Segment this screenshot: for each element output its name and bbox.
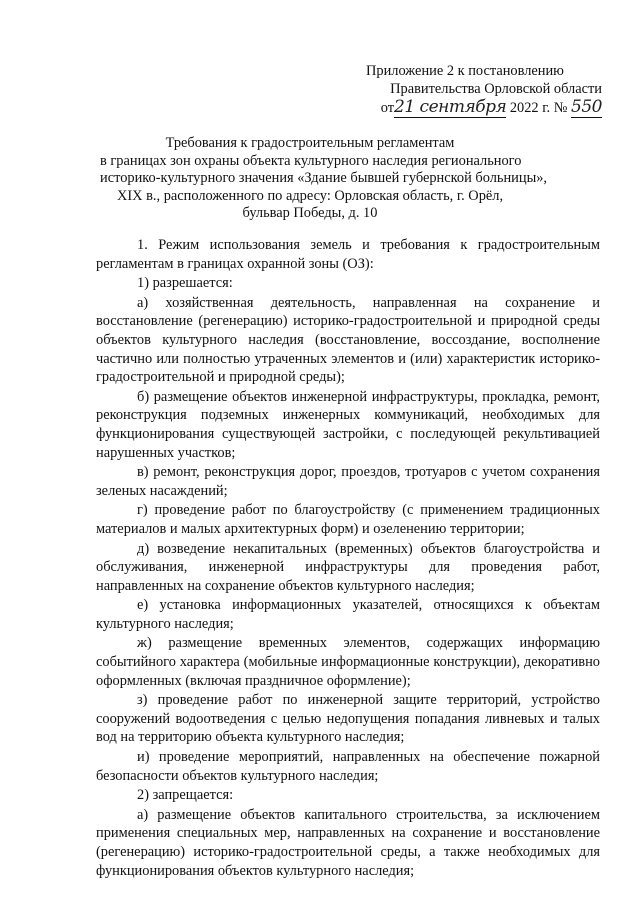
title-line: XIX в., расположенного по адресу: Орловская область, г. Орёл,	[116, 187, 504, 204]
paragraph: и) проведение мероприятий, направленных на обеспечение пожарной безопасности объектов культурного наследия;	[96, 749, 600, 784]
paragraph: ж) размещение временных элементов, содержащих информацию событийного характера (мобильные информационные конструкции), декоративно оформленных (включая праздничное оформление);	[96, 635, 600, 689]
title-line: Требования к градостроительным регламентам	[165, 135, 455, 151]
title-line: бульвар Победы, д. 10	[242, 205, 378, 222]
paragraph: в) ремонт, реконструкция дорог, проездов, тротуаров с учетом сохранения зеленых насаждений;	[96, 464, 600, 499]
title-line: историко-культурного значения «Здание бывшей губернской больницы»,	[100, 170, 548, 187]
appendix-header	[340, 62, 602, 118]
paragraph: е) установка информационных указателей, относящихся к объектам культурного наследия;	[96, 597, 600, 632]
paragraph: а) хозяйственная деятельность, направленная на сохранение и восстановление (регенерацию) историко-градостроительной и природной среды объектов культурного наследия (восстановление, воссоздание, восполнение частично или полностью утраченных элементов и (или) характеристик историко-градостроительной и природной среды);	[96, 294, 600, 386]
handwritten-number: 550	[571, 97, 602, 117]
paragraph: 2) запрещается:	[137, 787, 234, 804]
appendix-line-2: Правительства Орловской области	[390, 81, 602, 97]
paragraph: 1. Режим использования земель и требования к градостроительным регламентам в границах охранной зоны (ОЗ):	[96, 237, 600, 272]
paragraph: г) проведение работ по благоустройству (с применением традиционных материалов и малых архитектурных форм) и озеленению территории;	[96, 502, 600, 537]
paragraph: 1) разрешается:	[137, 275, 233, 292]
appendix-line-1: Приложение 2 к постановлению	[366, 63, 564, 79]
document-title	[100, 135, 548, 223]
date-year: 2022 г. №	[509, 100, 568, 116]
title-line: в границах зон охраны объекта культурного наследия регионального	[100, 152, 522, 169]
number-blank	[571, 98, 602, 118]
paragraph: б) размещение объектов инженерной инфраструктуры, прокладка, ремонт, реконструкция подземных инженерных коммуникаций, необходимых для функционирования существующей застройки, с последующей рекультивацией нарушенных участков;	[96, 388, 600, 461]
date-blank	[394, 98, 506, 118]
document-body	[96, 236, 600, 881]
paragraph: а) размещение объектов капитального строительства, за исключением применения специальных мер, направленных на сохранение и восстановление (регенерацию) историко-градостроительной среды, а также необходимых для функционирования объектов культурного наследия;	[96, 806, 600, 879]
paragraph: з) проведение работ по инженерной защите территорий, устройство сооружений водоотведения с целью недопущения попадания ливневых и талых вод на территорию объекта культурного наследия;	[96, 692, 600, 746]
handwritten-date: 21 сентября	[394, 97, 507, 117]
appendix-date-line	[340, 98, 602, 118]
date-prefix: от	[380, 100, 395, 116]
paragraph: д) возведение некапитальных (временных) объектов благоустройства и обслуживания, инженерной инфраструктуры для проведения работ, направленных на сохранение объектов культурного наследия;	[96, 540, 600, 594]
